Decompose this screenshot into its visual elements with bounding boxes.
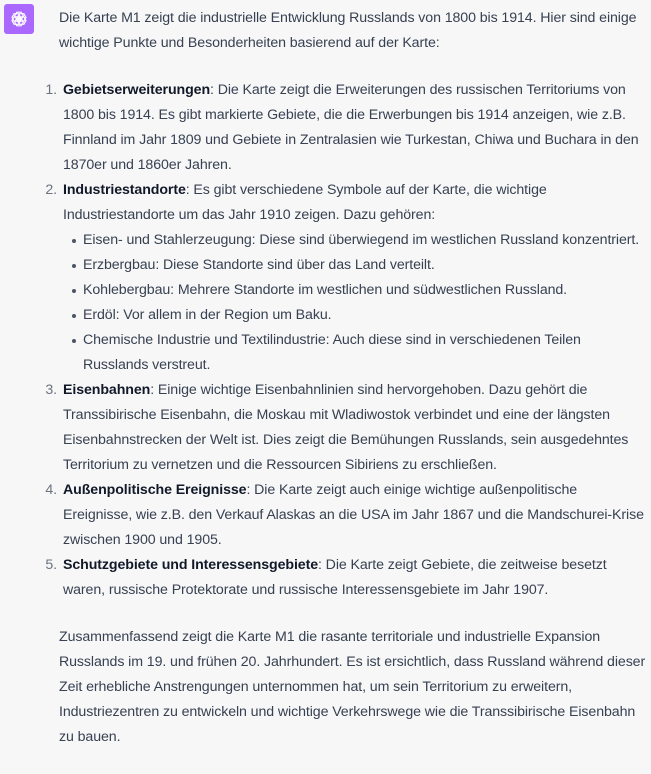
point-title: Eisenbahnen xyxy=(63,382,151,398)
list-number: 2. xyxy=(45,182,57,198)
sub-list-item xyxy=(83,303,649,328)
point-text: : Die Karte zeigt Gebiete, die zeitweise besetzt waren, russische Protektorate und russische Interessensgebiete im Jahr 1907. xyxy=(63,557,607,598)
point-text: : Einige wichtige Eisenbahnlinien sind hervorgehoben. Dazu gehört die Transsibirische Eisenbahn, die Moskau mit Wladiwostok verbindet und eine der längsten Eisenbahnstrecken der Welt ist. Dies zeigt die Bemühungen Russlands, sein ausgedehntes Territorium zu vernetzen und die Ressourcen Sibiriens zu erschließen. xyxy=(63,382,629,473)
list-number: 5. xyxy=(45,557,57,573)
list-item xyxy=(45,378,649,478)
list-number: 1. xyxy=(45,82,57,98)
industry-sub-list xyxy=(63,228,649,378)
intro-paragraph: Die Karte M1 zeigt die industrielle Entwicklung Russlands von 1800 bis 1914. Hier sind einige wichtige Punkte und Besonderheiten basierend auf der Karte: xyxy=(59,10,637,51)
point-title: Industriestandorte xyxy=(63,182,186,198)
sub-item-text: Eisen- und Stahlerzeugung: Diese sind überwiegend im westlichen Russland konzentriert. xyxy=(83,232,640,248)
list-item xyxy=(45,78,649,178)
sub-list-item xyxy=(83,253,649,278)
sub-item-text: Kohlebergbau: Mehrere Standorte im westlichen und südwestlichen Russland. xyxy=(83,282,568,298)
point-text: : Die Karte zeigt die Erweiterungen des russischen Territoriums von 1800 bis 1914. Es gibt markierte Gebiete, die die Erwerbungen bis 1914 anzeigen, wie z.B. Finnland im Jahr 1809 und Gebiete in Zentralasien wie Turkestan, Chiwa und Buchara in den 1870er und 1860er Jahren. xyxy=(63,82,639,173)
sub-list-item xyxy=(83,278,649,303)
key-points-list xyxy=(45,78,649,603)
sub-item-text: Erdöl: Vor allem in der Region um Baku. xyxy=(83,307,332,323)
point-title: Gebietserweiterungen xyxy=(63,82,211,98)
sub-item-text: Chemische Industrie und Textilindustrie: Auch diese sind in verschiedenen Teilen Russlands verstreut. xyxy=(83,332,581,373)
point-text: : Die Karte zeigt auch einige wichtige außenpolitische Ereignisse, wie z.B. den Verkauf Alaskas an die USA im Jahr 1867 und die Mandschurei-Krise zwischen 1900 und 1905. xyxy=(63,482,644,548)
openai-logo-icon xyxy=(9,9,29,29)
point-title: Außenpolitische Ereignisse xyxy=(63,482,247,498)
bullet-icon xyxy=(72,239,76,243)
sub-list-item xyxy=(83,228,649,253)
list-number: 4. xyxy=(45,482,57,498)
sub-list-item xyxy=(83,328,649,378)
bullet-icon xyxy=(72,339,76,343)
point-text: : Es gibt verschiedene Symbole auf der Karte, die wichtige Industriestandorte um das Jahr 1910 zeigen. Dazu gehören: xyxy=(63,182,547,223)
bullet-icon xyxy=(72,264,76,268)
assistant-avatar xyxy=(4,4,34,34)
bullet-icon xyxy=(72,314,76,318)
list-item xyxy=(45,178,649,378)
list-item xyxy=(45,553,649,603)
bullet-icon xyxy=(72,289,76,293)
point-title: Schutzgebiete und Interessensgebiete xyxy=(63,557,318,573)
list-number: 3. xyxy=(45,382,57,398)
list-item xyxy=(45,478,649,553)
summary-paragraph: Zusammenfassend zeigt die Karte M1 die rasante territoriale und industrielle Expansion Russlands im 19. und frühen 20. Jahrhundert. Es ist ersichtlich, dass Russland während dieser Zeit erhebliche Anstrengungen unternommen hat, um sein Territorium zu erweitern, Industriezentren zu entwickeln und wichtige Verkehrswege wie die Transsibirische Eisenbahn zu bauen. xyxy=(59,629,646,745)
message-content xyxy=(45,6,649,750)
sub-item-text: Erzbergbau: Diese Standorte sind über das Land verteilt. xyxy=(83,257,435,273)
